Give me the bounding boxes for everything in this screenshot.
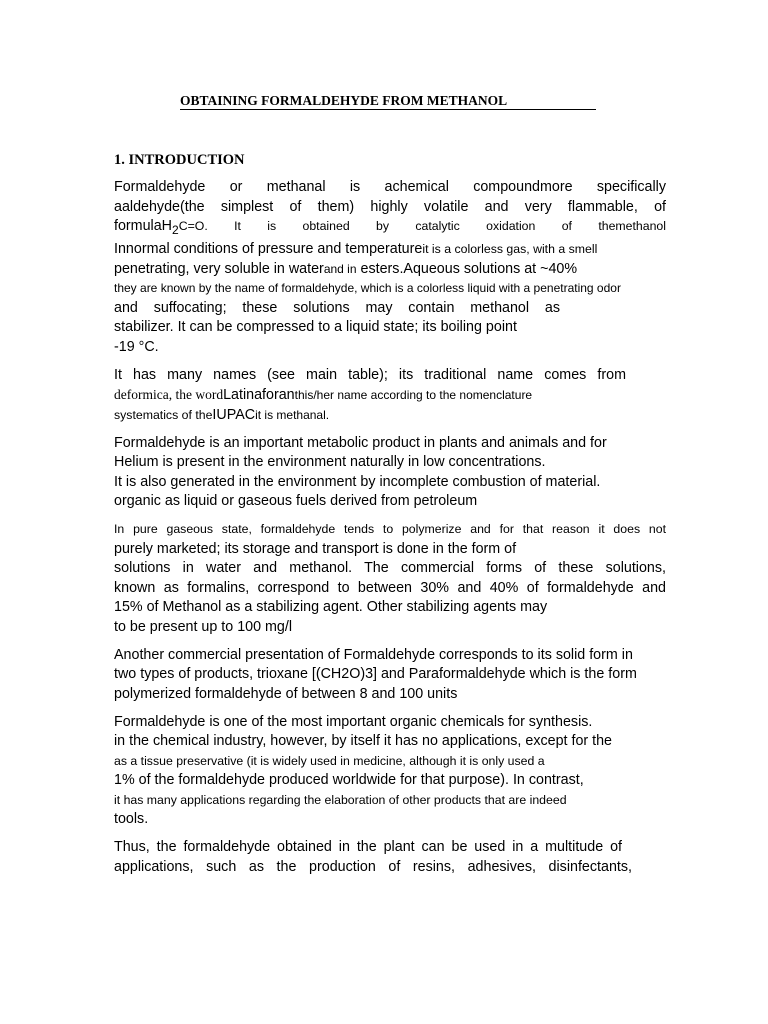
text-line: stabilizer. It can be compressed to a liquid state; its boiling point [114, 319, 517, 336]
text-line [114, 240, 666, 260]
text-line [114, 406, 666, 426]
text-line: tools. [114, 811, 149, 828]
text-span: IUPAC [212, 406, 256, 423]
text-line: Thus, the formaldehyde obtained in the plant can be used in a multitude of [114, 839, 622, 856]
text-line: applications, such as the production of resins, adhesives, disinfectants, [114, 858, 632, 875]
text-span: Latinaforan [223, 387, 295, 404]
section-heading: 1. INTRODUCTION [114, 152, 245, 168]
text-span: C=O. It is obtained by catalytic oxidation of themethanol [178, 219, 666, 233]
text-span: esters.Aqueous solutions at ~40% [360, 260, 578, 277]
paragraph-4 [114, 520, 666, 637]
text-line: it has many applications regarding the elaboration of other products that are indeed [114, 792, 567, 807]
text-span: it is a colorless gas, with a smell [422, 242, 598, 257]
text-line: known as formalins, correspond to between 30% and 40% of formaldehyde and [114, 579, 666, 596]
text-line: In pure gaseous state, formaldehyde tends to polymerize and for that reason it does not [114, 522, 666, 537]
text-line: Another commercial presentation of Formaldehyde corresponds to its solid form in [114, 646, 633, 663]
text-span: penetrating, very soluble in [114, 260, 285, 277]
text-line: Formaldehyde is one of the most important organic chemicals for synthesis. [114, 713, 593, 730]
text-line: they are known by the name of formaldehyde, which is a colorless liquid with a penetrating odor [114, 281, 621, 296]
document-body [114, 178, 666, 886]
text-line: 1% of the formaldehyde produced worldwide for that purpose). In contrast, [114, 772, 584, 789]
text-span: formulaH [114, 218, 172, 234]
text-line: in the chemical industry, however, by itself it has no applications, except for the [114, 733, 613, 750]
text-line: as a tissue preservative (it is widely used in medicine, although it is only used a [114, 753, 545, 768]
text-line: 15% of Methanol as a stabilizing agent. Other stabilizing agents may [114, 599, 548, 616]
text-line: It has many names (see main table); its traditional name comes from [114, 366, 626, 383]
text-span: systematics of the [114, 407, 213, 422]
text-span: deformica, the word [114, 387, 224, 403]
text-span: this/her name according to the nomenclature [294, 388, 533, 403]
text-line [114, 260, 666, 280]
text-line: aaldehyde(the simplest of them) highly volatile and very flammable, of [114, 198, 666, 215]
paragraph-7 [114, 838, 666, 877]
text-span: Innormal conditions of pressure and temperature [114, 241, 423, 258]
paragraph-1 [114, 178, 666, 357]
paragraph-6 [114, 713, 666, 830]
text-line: two types of products, trioxane [(CH2O)3] and Paraformaldehyde which is the form [114, 666, 637, 683]
text-line: It is also generated in the environment by incomplete combustion of material. [114, 473, 601, 490]
subscript: 2 [172, 222, 179, 237]
text-span: it is methanal. [255, 407, 330, 422]
text-line: polymerized formaldehyde of between 8 and 100 units [114, 685, 458, 702]
text-span: and in [323, 261, 357, 276]
document-title: OBTAINING FORMALDEHYDE FROM METHANOL [180, 94, 596, 110]
text-line [114, 385, 666, 406]
text-line: to be present up to 100 mg/l [114, 618, 293, 635]
text-line: Formaldehyde or methanal is achemical compoundmore specifically [114, 179, 666, 195]
text-line: and suffocating; these solutions may contain methanol as [114, 299, 560, 316]
text-line [114, 217, 666, 240]
text-line: Helium is present in the environment naturally in low concentrations. [114, 454, 546, 471]
text-line: Formaldehyde is an important metabolic product in plants and animals and for [114, 434, 607, 451]
text-line: -19 °C. [114, 338, 159, 355]
paragraph-2 [114, 366, 666, 426]
text-line: purely marketed; its storage and transport is done in the form of [114, 540, 517, 557]
text-line: organic as liquid or gaseous fuels derived from petroleum [114, 493, 478, 510]
paragraph-3 [114, 434, 666, 512]
text-line: solutions in water and methanol. The commercial forms of these solutions, [114, 560, 666, 577]
text-span: water [288, 260, 324, 277]
paragraph-5 [114, 646, 666, 705]
